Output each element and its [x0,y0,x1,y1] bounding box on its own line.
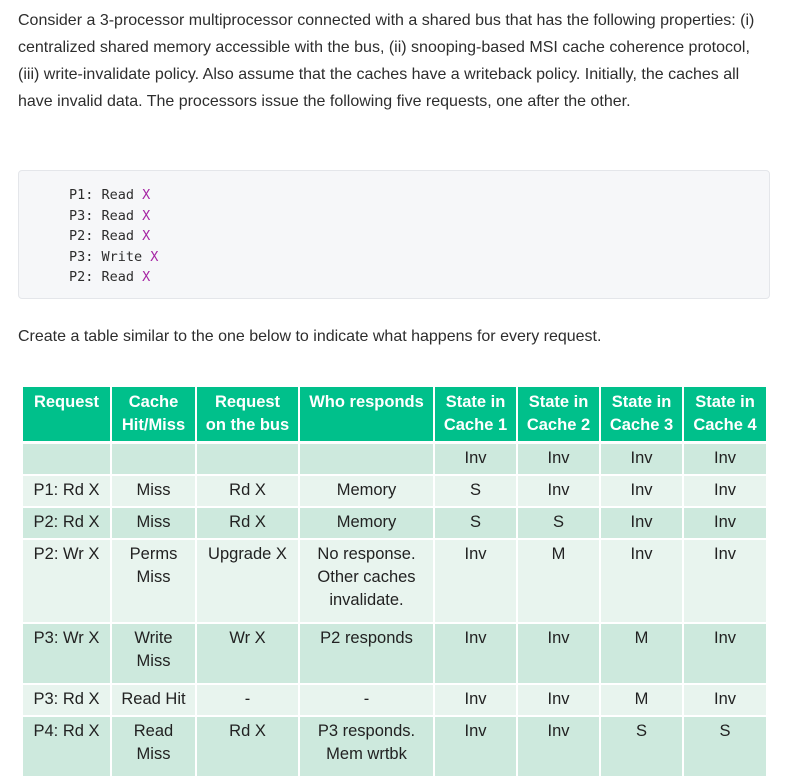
code-processor: P3: Write [69,248,151,265]
table-cell: P3: Wr X [23,623,111,684]
code-processor: P3: Read [69,207,143,224]
table-cell: Inv [683,539,766,623]
table-cell: Miss [111,475,196,507]
table-cell: Inv [434,443,517,476]
table-cell: Inv [683,443,766,476]
table-cell: P2 responds [299,623,434,684]
problem-statement: Consider a 3-processor multiprocessor connected with a shared bus that has the following properties: (i) centralized shared memory accessible with the bus, (ii) snooping-based MSI cache coherence protocol, (iii) write-invalidate policy. Also assume that the caches have a writeback policy. Initially, the caches all have invalid data. The processors issue the following five requests, one after the other. [18,12,755,110]
table-row [23,716,766,777]
table-cell: P2: Rd X [23,507,111,539]
code-block [18,170,770,299]
table-cell: S [434,507,517,539]
table-cell: M [517,539,600,623]
table-cell: Inv [517,443,600,476]
table-cell: M [600,623,683,684]
table-cell: P4: Rd X [23,716,111,777]
column-header-text: Request [33,393,100,411]
table-cell: Memory [299,507,434,539]
table-row [23,684,766,716]
table-cell: S [434,475,517,507]
table-row [23,507,766,539]
table-cell: - [299,684,434,716]
column-header-text: State in [445,393,506,411]
code-line [69,267,769,288]
table-cell: Inv [683,475,766,507]
table-header-row [23,387,766,443]
code-variable: X [150,248,159,265]
column-header-text: Who responds [309,393,424,411]
column-header [434,387,517,443]
table-cell: S [517,507,600,539]
column-header-text: State in [528,393,589,411]
column-header-text: Cache 1 [443,416,508,434]
table-cell: Inv [683,623,766,684]
table-cell: Inv [600,443,683,476]
table-row [23,443,766,476]
column-header [517,387,600,443]
code-variable: X [142,187,151,203]
table-cell: Inv [600,475,683,507]
column-header-text: State in [611,393,672,411]
table-cell: - [196,684,299,716]
table-cell: Rd X [196,716,299,777]
table-cell: Inv [683,507,766,539]
table-cell [196,443,299,476]
table-cell: Inv [600,507,683,539]
code-variable: X [142,228,151,244]
column-header-text: Cache 2 [526,416,591,434]
table-cell [111,443,196,476]
table-cell: Inv [517,716,600,777]
code-line [69,185,769,206]
table-cell: Miss [111,507,196,539]
table-row [23,539,766,623]
column-header-text: on the bus [205,416,290,434]
code-variable: X [142,269,151,285]
column-header-text: Request [214,393,281,411]
table-cell: Inv [517,475,600,507]
column-header-text: State in [695,393,755,411]
code-processor: P1: Read [69,187,143,203]
table-cell: Inv [683,684,766,716]
table-cell: Write Miss [111,623,196,684]
table-cell [23,443,111,476]
table-cell: Inv [600,539,683,623]
table-row [23,475,766,507]
table-cell: Inv [434,716,517,777]
column-header [683,387,766,443]
table-cell: M [600,684,683,716]
column-header-text: Cache [128,393,179,411]
code-line [69,226,769,247]
table-cell: Inv [434,539,517,623]
table-cell: P3 responds. Mem wrtbk [299,716,434,777]
column-header-text: Hit/Miss [121,416,186,434]
code-variable: X [142,207,151,224]
table-cell: Rd X [196,507,299,539]
code-processor: P2: Read [69,228,143,244]
table-cell: Rd X [196,475,299,507]
code-processor: P2: Read [69,269,143,285]
column-header-text: Cache 4 [693,416,757,434]
table-cell: S [683,716,766,777]
table-cell: P2: Wr X [23,539,111,623]
table-cell: Read Miss [111,716,196,777]
table-cell: Read Hit [111,684,196,716]
column-header-text: Cache 3 [609,416,674,434]
table-cell: Inv [517,623,600,684]
table-cell: Upgrade X [196,539,299,623]
column-header [23,387,111,443]
table-cell: S [600,716,683,777]
table-cell: Inv [434,623,517,684]
column-header [196,387,299,443]
column-header [600,387,683,443]
table-instruction: Create a table similar to the one below to indicate what happens for every request. [18,328,602,345]
table-cell: P1: Rd X [23,475,111,507]
column-header [111,387,196,443]
table-cell: Memory [299,475,434,507]
msi-state-table [23,387,766,778]
table-cell: Wr X [196,623,299,684]
table-row [23,623,766,684]
column-header [299,387,434,443]
table-cell: Perms Miss [111,539,196,623]
code-line [69,206,769,227]
code-line [69,247,769,268]
table-cell [299,443,434,476]
table-cell: Inv [517,684,600,716]
table-cell: Inv [434,684,517,716]
table-cell: No response. Other caches invalidate. [299,539,434,623]
table-cell: P3: Rd X [23,684,111,716]
